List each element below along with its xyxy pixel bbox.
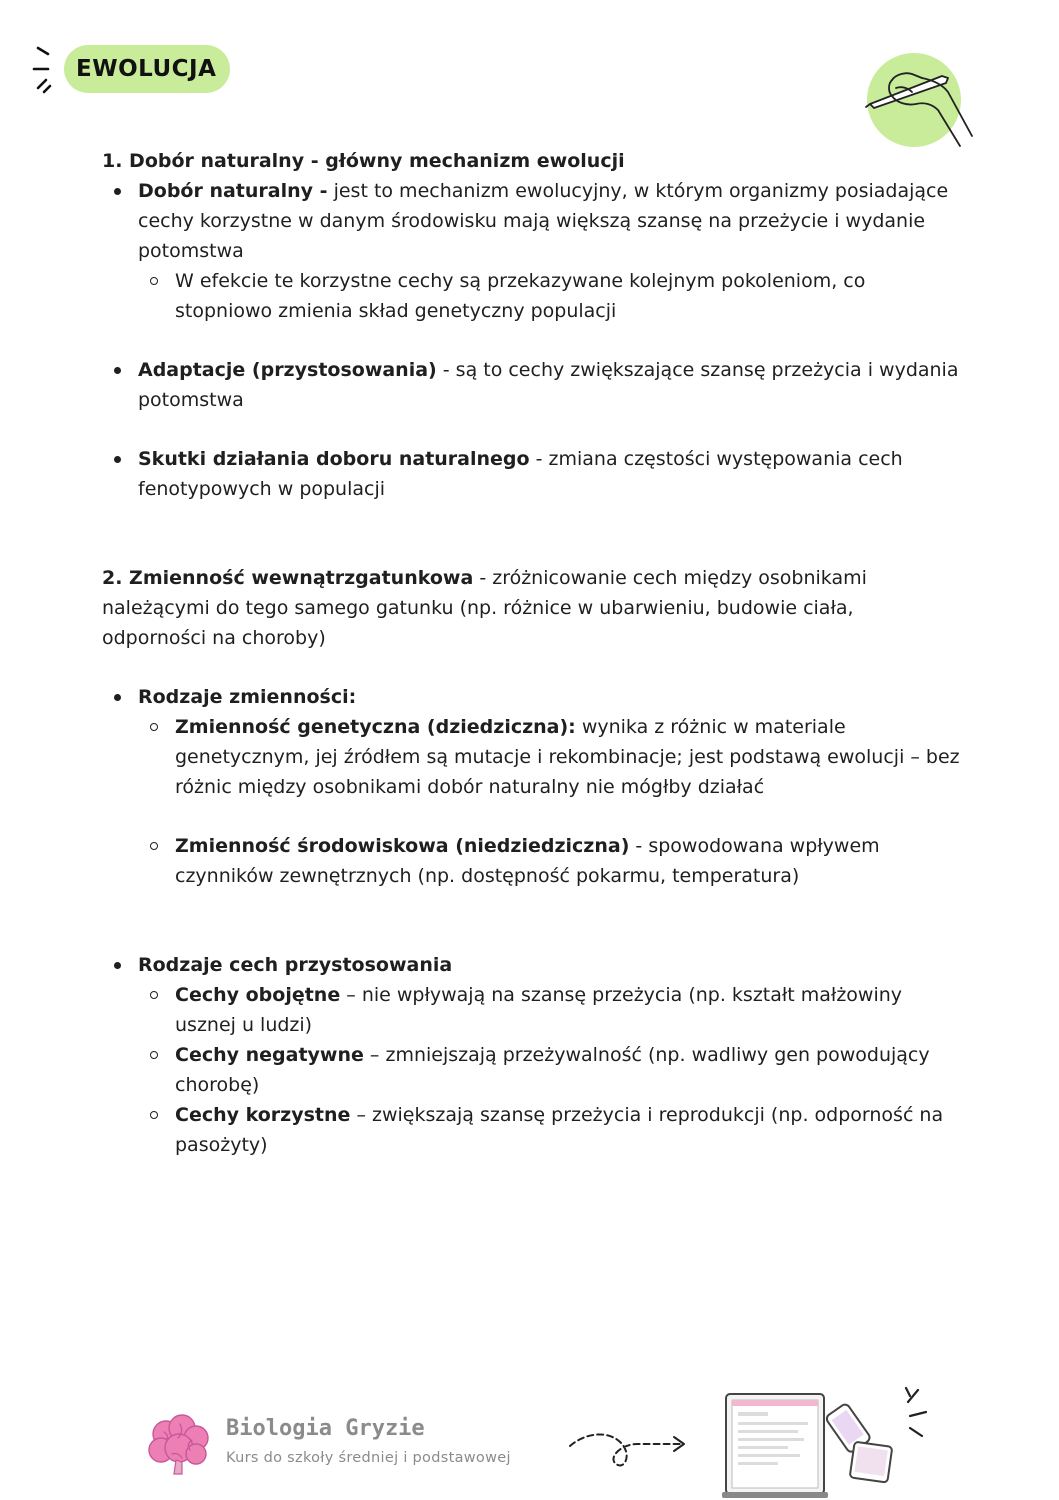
list-title: Rodzaje zmienności: — [138, 686, 357, 708]
page-title: EWOLUCJA — [64, 45, 230, 93]
definition: - są to cechy zwiększające szansę przeżycia i wydania potomstwa — [138, 359, 959, 411]
sub-list-item — [138, 1100, 962, 1160]
sparkle-icon — [30, 42, 60, 98]
term: Cechy korzystne — [175, 1104, 351, 1126]
term: Cechy obojętne — [175, 984, 341, 1006]
definition: jest to mechanizm ewolucyjny, w którym organizmy posiadające cechy korzystne w danym środowisku mają większą szansę na przeżycie i wydanie potomstwa — [138, 180, 949, 262]
brand-name: Biologia Gryzie — [226, 1416, 425, 1441]
sub-list-item — [138, 831, 962, 891]
term: Adaptacje (przystosowania) — [138, 359, 437, 381]
definition: – zmniejszają przeżywalność (np. wadliwy gen powodujący chorobę) — [175, 1044, 930, 1096]
brain-logo-icon — [144, 1410, 214, 1480]
variability-list — [102, 682, 962, 891]
section-2-intro — [102, 563, 962, 653]
section-1-heading: 1. Dobór naturalny - główny mechanizm ewolucji — [102, 150, 625, 172]
sub-list-item: W efekcie te korzystne cechy są przekazywane kolejnym pokoleniom, co stopniowo zmienia skład genetyczny populacji — [138, 266, 962, 326]
term: Zmienność środowiskowa (niedziedziczna) — [175, 835, 630, 857]
term: Zmienność genetyczna (dziedziczna): — [175, 716, 576, 738]
sub-list-item — [138, 1040, 962, 1100]
definition: - spowodowana wpływem czynników zewnętrznych (np. dostępność pokarmu, temperatura) — [175, 835, 880, 887]
term: Cechy negatywne — [175, 1044, 364, 1066]
definition: – zwiększają szansę przeżycia i reprodukcji (np. odporność na pasożyty) — [175, 1104, 944, 1156]
definition: – nie wpływają na szansę przeżycia (np. kształt małżowiny usznej u ludzi) — [175, 984, 903, 1036]
term: Skutki działania doboru naturalnego — [138, 448, 530, 470]
definition: - zmiana częstości występowania cech fenotypowych w populacji — [138, 448, 903, 500]
section-2-heading: 2. Zmienność wewnątrzgatunkowa — [102, 567, 474, 589]
list-item — [102, 176, 962, 326]
sub-list-item — [138, 980, 962, 1040]
definition: wynika z różnic w materiale genetycznym, jej źródłem są mutacje i rekombinacje; jest podstawą ewolucji – bez różnic między osobnikami dobór naturalny nie mógłby działać — [175, 716, 960, 798]
curly-arrow-icon — [566, 1420, 690, 1476]
sub-list-item — [138, 712, 962, 802]
sub-list — [138, 266, 962, 326]
brand-subtitle: Kurs do szkoły średniej i podstawowej — [226, 1450, 511, 1466]
list-item — [102, 444, 962, 504]
definition: - zróżnicowanie cech między osobnikami należącymi do tego samego gatunku (np. różnice w ubarwieniu, budowie ciała, odporności na choroby) — [102, 567, 867, 649]
devices-icon — [720, 1382, 932, 1500]
section-1-list — [102, 176, 962, 326]
notes-content — [102, 146, 962, 1160]
hand-writing-icon — [862, 50, 980, 150]
term: Dobór naturalny - — [138, 180, 328, 202]
traits-list — [102, 950, 962, 1160]
list-item — [102, 682, 962, 891]
list-item — [102, 355, 962, 415]
list-title: Rodzaje cech przystosowania — [138, 954, 453, 976]
list-item — [102, 950, 962, 1160]
